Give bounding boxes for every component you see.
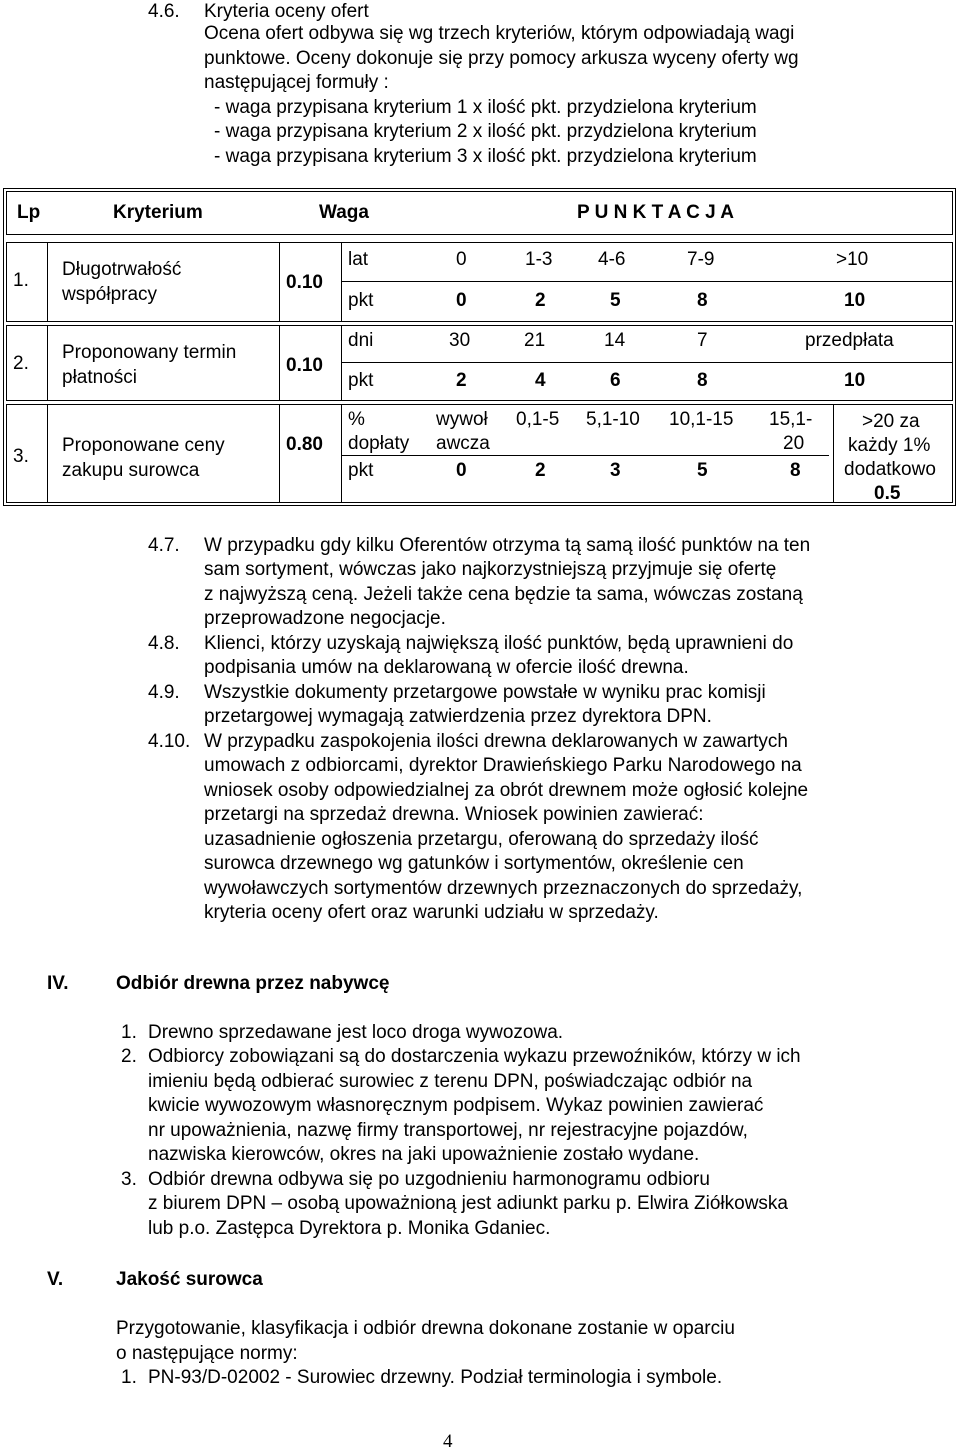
- formula-line-3: - waga przypisana kryterium 3 x ilość pkt. przydzielona kryterium: [214, 146, 757, 167]
- row1-bottom-0: pkt: [348, 290, 374, 311]
- row3-extra-line-3: dodatkowo: [844, 459, 936, 480]
- row3-bottom-3: 3: [610, 460, 621, 481]
- paragraph-4-8-line-2: podpisania umów na deklarowaną w ofercie ilość drewna.: [204, 657, 689, 678]
- row2-top-4: 7: [697, 330, 708, 351]
- section-4-6-number: 4.6.: [148, 1, 180, 22]
- section-iv-item-3-number: 3.: [121, 1169, 137, 1190]
- row2-lp: 2.: [13, 353, 29, 374]
- row3-bottom-0: pkt: [348, 460, 374, 481]
- section-iv-item-2-line-3: kwicie wywozowym własnoręcznym podpisem. Wykaz powinien zawierać: [148, 1095, 764, 1116]
- row3-top-1-line-1: wywoł: [436, 409, 488, 430]
- row3-bottom-5: 8: [790, 460, 801, 481]
- paragraph-4-10-line-7: wywoławczych sortymentów drzewnych przeznaczonych do sprzedaży,: [204, 878, 803, 899]
- row3-top-0-line-2: dopłaty: [348, 433, 410, 454]
- row3-top-2: 0,1-5: [516, 409, 560, 430]
- row3-bottom-4: 5: [697, 460, 708, 481]
- table-row: [6, 242, 953, 322]
- section-4-6-line-1: Ocena ofert odbywa się wg trzech kryteriów, którym odpowiadają wagi: [204, 23, 795, 44]
- scoring-table: [3, 188, 956, 506]
- paragraph-4-7-line-3: z najwyższą ceną. Jeżeli także cena będzie ta sama, wówczas zostaną: [204, 584, 803, 605]
- row3-top-4: 10,1-15: [669, 409, 734, 430]
- paragraph-4-9-line-1: Wszystkie dokumenty przetargowe powstałe w wyniku prac komisji: [204, 682, 766, 703]
- row3-extra-line-4: 0.5: [874, 483, 901, 504]
- header-lp: Lp: [17, 202, 41, 223]
- paragraph-4-10-line-8: kryteria oceny ofert oraz warunki udziału w sprzedaży.: [204, 902, 659, 923]
- row2-waga: 0.10: [286, 355, 323, 376]
- row1-waga: 0.10: [286, 272, 323, 293]
- section-4-6-line-2: punktowe. Oceny dokonuje się przy pomocy arkusza wyceny oferty wg: [204, 48, 799, 69]
- paragraph-4-10-line-4: przetargi na sprzedaż drewna. Wniosek powinien zawierać:: [204, 804, 704, 825]
- row3-top-1-line-2: awcza: [436, 433, 490, 454]
- row3-waga: 0.80: [286, 434, 323, 455]
- section-iv-number: IV.: [47, 973, 69, 994]
- row3-kryterium-1: Proponowane ceny: [62, 435, 225, 456]
- paragraph-4-9-number: 4.9.: [148, 682, 180, 703]
- row1-kryterium-1: Długotrwałość: [62, 259, 182, 280]
- section-v-item-1-number: 1.: [121, 1367, 137, 1388]
- row1-bottom-2: 2: [535, 290, 546, 311]
- header-punktacja: P U N K T A C J A: [577, 202, 734, 223]
- row1-lp: 1.: [13, 270, 29, 291]
- row1-bottom-5: 10: [844, 290, 866, 311]
- paragraph-4-10-line-3: wniosek osoby odpowiedzialnej za obrót drewnem może ogłosić kolejne: [204, 780, 809, 801]
- row1-top-1: 0: [456, 249, 467, 270]
- paragraph-4-7-line-2: sam sortyment, wówczas jako najkorzystniejszą przyjmuje się ofertę: [204, 559, 777, 580]
- section-iv-item-2-line-2: imieniu będą odbierać surowiec z terenu DPN, poświadczając odbiór na: [148, 1071, 753, 1092]
- row2-bottom-4: 8: [697, 370, 708, 391]
- table-header-row: [6, 191, 953, 235]
- row3-bottom-2: 2: [535, 460, 546, 481]
- row3-lp: 3.: [13, 446, 29, 467]
- row2-top-0: dni: [348, 330, 374, 351]
- section-iv-item-2-line-5: nazwiska kierowców, okres na jaki upoważnienie zostało wydane.: [148, 1144, 700, 1165]
- row3-bottom-1: 0: [456, 460, 467, 481]
- paragraph-4-8-line-1: Klienci, którzy uzyskają największą ilość punktów, będą uprawnieni do: [204, 633, 794, 654]
- row3-extra-line-2: każdy 1%: [848, 435, 931, 456]
- row3-kryterium-2: zakupu surowca: [62, 460, 200, 481]
- row1-top-0: lat: [348, 249, 369, 270]
- formula-line-2: - waga przypisana kryterium 2 x ilość pkt. przydzielona kryterium: [214, 121, 757, 142]
- paragraph-4-7-number: 4.7.: [148, 535, 180, 556]
- section-iv-item-1-number: 1.: [121, 1022, 137, 1043]
- row2-kryterium-1: Proponowany termin: [62, 342, 237, 363]
- row2-kryterium-2: płatności: [62, 367, 137, 388]
- paragraph-4-8-number: 4.8.: [148, 633, 180, 654]
- row2-bottom-0: pkt: [348, 370, 374, 391]
- table-row: [6, 325, 953, 401]
- section-4-6-title: Kryteria oceny ofert: [204, 1, 369, 22]
- row1-bottom-4: 8: [697, 290, 708, 311]
- paragraph-4-10-line-1: W przypadku zaspokojenia ilości drewna deklarowanych w zawartych: [204, 731, 788, 752]
- row2-bottom-1: 2: [456, 370, 467, 391]
- row3-top-5-line-2: 20: [783, 433, 805, 454]
- paragraph-4-10-line-5: uzasadnienie ogłoszenia przetargu, oferowaną do sprzedaży ilość: [204, 829, 759, 850]
- section-v-line-2: o następujące normy:: [116, 1343, 298, 1364]
- row2-top-1: 30: [449, 330, 471, 351]
- row1-top-4: 7-9: [687, 249, 715, 270]
- section-iv-item-3-line-3: lub p.o. Zastępca Dyrektora p. Monika Gdaniec.: [148, 1218, 551, 1239]
- row2-bottom-2: 4: [535, 370, 546, 391]
- row1-kryterium-2: współpracy: [62, 284, 158, 305]
- row2-top-2: 21: [524, 330, 546, 351]
- section-iv-item-2-number: 2.: [121, 1046, 137, 1067]
- row1-top-3: 4-6: [598, 249, 626, 270]
- formula-line-1: - waga przypisana kryterium 1 x ilość pkt. przydzielona kryterium: [214, 97, 757, 118]
- section-v-number: V.: [47, 1269, 64, 1290]
- section-v-line-1: Przygotowanie, klasyfikacja i odbiór drewna dokonane zostanie w oparciu: [116, 1318, 735, 1339]
- paragraph-4-7-line-1: W przypadku gdy kilku Oferentów otrzyma tą samą ilość punktów na ten: [204, 535, 811, 556]
- row1-bottom-3: 5: [610, 290, 621, 311]
- row2-top-5: przedpłata: [805, 330, 894, 351]
- row3-extra-line-1: >20 za: [862, 411, 920, 432]
- paragraph-4-9-line-2: przetargowej wymagają zatwierdzenia przez dyrektora DPN.: [204, 706, 712, 727]
- row2-bottom-5: 10: [844, 370, 866, 391]
- row1-top-5: >10: [836, 249, 869, 270]
- table-row: [6, 404, 953, 503]
- row3-top-3: 5,1-10: [586, 409, 640, 430]
- header-kryterium: Kryterium: [113, 202, 203, 223]
- section-iv-item-1-line-1: Drewno sprzedawane jest loco droga wywozowa.: [148, 1022, 564, 1043]
- section-iv-item-2-line-1: Odbiorcy zobowiązani są do dostarczenia wykazu przewoźników, którzy w ich: [148, 1046, 801, 1067]
- paragraph-4-10-line-2: umowach z odbiorcami, dyrektor Drawieńskiego Parku Narodowego na: [204, 755, 802, 776]
- section-4-6-line-3: następującej formuły :: [204, 72, 389, 93]
- section-v-item-1-text: PN-93/D-02002 - Surowiec drzewny. Podział terminologia i symbole.: [148, 1367, 723, 1388]
- page-number: 4: [443, 1431, 453, 1452]
- header-waga: Waga: [319, 202, 369, 223]
- paragraph-4-7-line-4: przeprowadzone negocjacje.: [204, 608, 446, 629]
- row2-top-3: 14: [604, 330, 626, 351]
- section-iv-item-2-line-4: nr upoważnienia, nazwę firmy transportowej, nr rejestracyjne pojazdów,: [148, 1120, 748, 1141]
- row1-top-2: 1-3: [525, 249, 553, 270]
- section-iv-item-3-line-1: Odbiór drewna odbywa się po uzgodnieniu harmonogramu odbioru: [148, 1169, 710, 1190]
- row1-bottom-1: 0: [456, 290, 467, 311]
- section-iv-item-3-line-2: z biurem DPN – osobą upoważnioną jest adiunkt parku p. Elwira Ziółkowska: [148, 1193, 788, 1214]
- paragraph-4-10-number: 4.10.: [148, 731, 191, 752]
- section-iv-title: Odbiór drewna przez nabywcę: [116, 973, 390, 994]
- row3-top-0-line-1: %: [348, 409, 365, 430]
- row2-bottom-3: 6: [610, 370, 621, 391]
- row3-top-5-line-1: 15,1-: [769, 409, 813, 430]
- paragraph-4-10-line-6: surowca drzewnego wg gatunków i sortymentów, określenie cen: [204, 853, 744, 874]
- section-v-title: Jakość surowca: [116, 1269, 263, 1290]
